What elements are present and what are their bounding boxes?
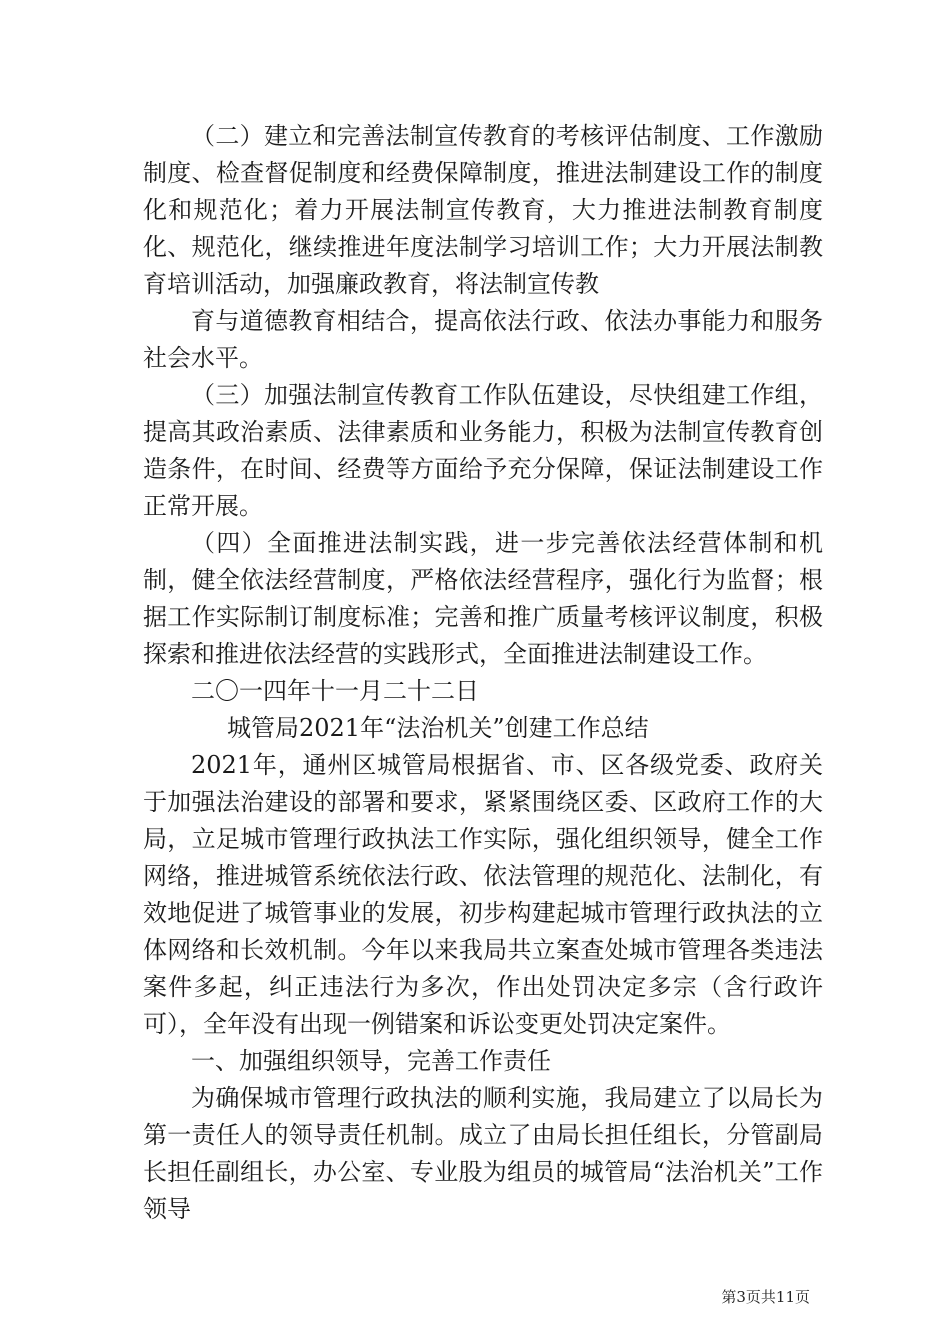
section-heading-one: 一、加强组织领导，完善工作责任 xyxy=(191,1047,551,1075)
document-date: 二〇一四年十一月二十二日 xyxy=(191,677,479,705)
paragraph-two: （二）建立和完善法制宣传教育的考核评估制度、工作激励制度、检查督促制度和经费保障制度，推进法制建设工作的制度化和规范化；着力开展法制宣传教育，大力推进法制教育制度化、规范化，继续推进年度法制学习培训工作；大力开展法制教育培训活动，加强廉政教育，将法制宣传教 xyxy=(143,122,823,298)
document-body xyxy=(143,118,823,1228)
page-number-footer: 第3页共11页 xyxy=(721,1288,810,1306)
paragraph-three: （三）加强法制宣传教育工作队伍建设，尽快组建工作组，提高其政治素质、法律素质和业务能力，积极为法制宣传教育创造条件，在时间、经费等方面给予充分保障，保证法制建设工作正常开展。 xyxy=(143,381,823,520)
paragraph-four: （四）全面推进法制实践，进一步完善依法经营体制和机制，健全依法经营制度，严格依法经营程序，强化行为监督；根据工作实际制订制度标准；完善和推广质量考核评议制度，积极探索和推进依法经营的实践形式，全面推进法制建设工作。 xyxy=(143,529,823,668)
section-title: 城管局2021年“法治机关”创建工作总结 xyxy=(227,714,649,742)
paragraph-two-continued: 育与道德教育相结合，提高依法行政、依法办事能力和服务社会水平。 xyxy=(143,307,823,372)
summary-intro-paragraph: 2021年，通州区城管局根据省、市、区各级党委、政府关于加强法治建设的部署和要求，紧紧围绕区委、区政府工作的大局，立足城市管理行政执法工作实际，强化组织领导，健全工作网络，推进城管系统依法行政、依法管理的规范化、法制化，有效地促进了城管事业的发展，初步构建起城市管理行政执法的立体网络和长效机制。今年以来我局共立案查处城市管理各类违法案件多起，纠正违法行为多次，作出处罚决定多宗（含行政许可），全年没有出现一例错案和诉讼变更处罚决定案件。 xyxy=(143,751,823,1038)
leadership-paragraph: 为确保城市管理行政执法的顺利实施，我局建立了以局长为第一责任人的领导责任机制。成立了由局长担任组长，分管副局长担任副组长，办公室、专业股为组员的城管局“法治机关”工作领导 xyxy=(143,1084,823,1223)
